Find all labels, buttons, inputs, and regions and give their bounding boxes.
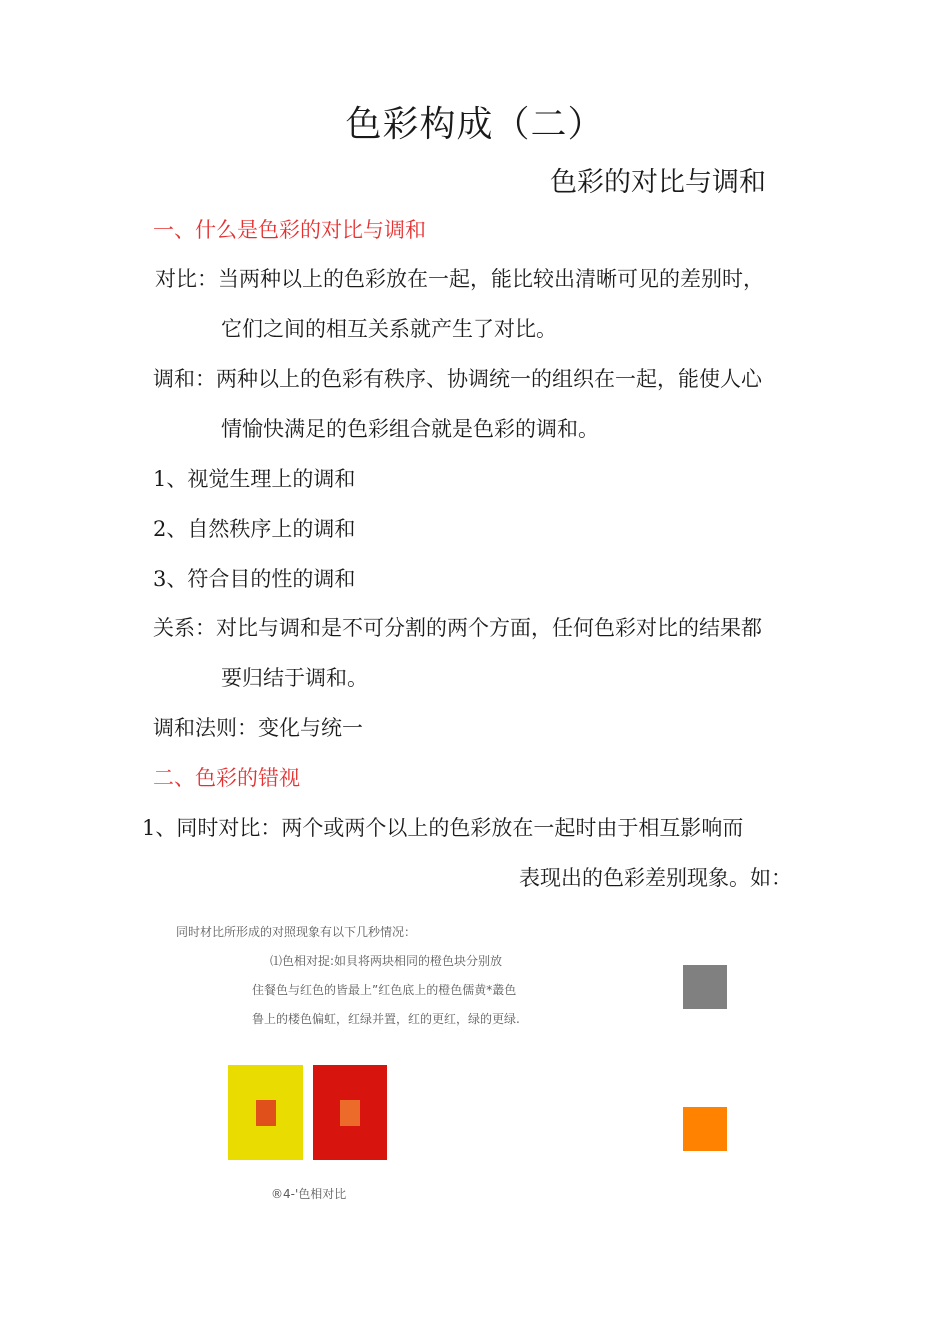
- section-heading-contrast-harmony: 一、什么是色彩的对比与调和: [153, 218, 426, 242]
- figure-text-line1: ⑴色相对捉:如貝将两块相同的橙色块分别放: [270, 954, 503, 968]
- figure-text-line2: 住餐色与红色的皆最上”红色底上的橙色儒黄*叢色: [252, 983, 517, 997]
- harmony-rule: 调和法则：变化与统一: [153, 716, 363, 740]
- orange-square-on-yellow: [256, 1100, 276, 1126]
- yellow-background-square: [228, 1065, 303, 1160]
- page-title: 色彩构成（二）: [345, 104, 605, 145]
- section-heading-color-illusion: 二、色彩的错视: [153, 766, 300, 790]
- list-item: 3、符合目的性的调和: [153, 567, 356, 591]
- orange-swatch: [683, 1107, 727, 1151]
- gray-swatch: [683, 965, 727, 1009]
- harmony-definition-line1: 调和：两种以上的色彩有秩序、协调统一的组织在一起，能使人心: [153, 367, 762, 391]
- list-item: 1、视觉生理上的调和: [153, 467, 356, 491]
- simultaneous-contrast-line2: 表现出的色彩差别现象。如：: [519, 866, 792, 890]
- red-background-square: [313, 1065, 387, 1160]
- contrast-definition-line1: 对比：当两种以上的色彩放在一起，能比较出清晰可见的差别时，: [155, 267, 764, 291]
- list-item: 2、自然秩序上的调和: [153, 517, 356, 541]
- figure-intro-text: 同时材比所形成的对照现象有以下几秒情况：: [176, 925, 417, 939]
- relation-line1: 关系：对比与调和是不可分割的两个方面，任何色彩对比的结果都: [153, 616, 762, 640]
- orange-square-on-red: [340, 1100, 360, 1126]
- relation-line2: 要归结于调和。: [221, 666, 368, 690]
- figure-caption: ®4-'色相对比: [271, 1187, 347, 1201]
- contrast-definition-line2: 它们之间的相互关系就产生了对比。: [221, 317, 557, 341]
- figure-text-line3: 鲁上的楼色偏虹，红绿并置，红的更红，绿的更绿.: [252, 1012, 520, 1026]
- simultaneous-contrast-line1: 1、同时对比：两个或两个以上的色彩放在一起时由于相互影响而: [142, 816, 744, 840]
- harmony-definition-line2: 情愉快满足的色彩组合就是色彩的调和。: [221, 417, 599, 441]
- page-subtitle: 色彩的对比与调和: [550, 167, 766, 198]
